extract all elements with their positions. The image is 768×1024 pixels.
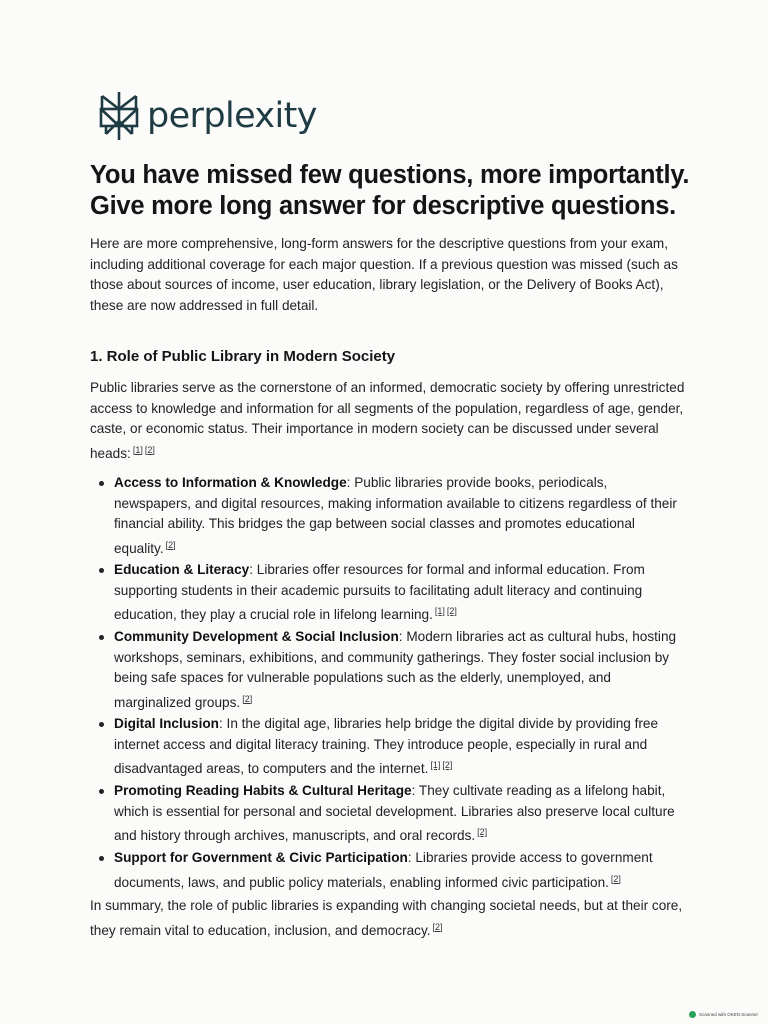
citation-link[interactable]: [2] bbox=[477, 827, 488, 838]
list-item bbox=[114, 781, 684, 847]
bullet-text: : Libraries offer resources for formal and informal education. From supporting students in their academic pursuits to facilitating adult literacy and continuing education, they play a crucial role in lifelong learning. bbox=[114, 562, 645, 623]
citation-link[interactable]: [2] bbox=[242, 693, 253, 704]
bullet-title: Promoting Reading Habits & Cultural Heritage bbox=[114, 783, 412, 798]
citation-link[interactable]: [2] bbox=[446, 606, 457, 617]
citation-link[interactable]: [2] bbox=[442, 760, 453, 771]
section-paragraph-text: Public libraries serve as the cornerstone of an informed, democratic society by offering unrestricted access to knowledge and information for all segments of the population, regardless of age, gender, caste, or economic status. Their importance in modern society can be discussed under several heads: bbox=[90, 380, 685, 461]
bullet-text: : Libraries provide access to government documents, laws, and public policy materials, enabling informed civic participation. bbox=[114, 850, 653, 890]
page-title: You have missed few questions, more importantly. Give more long answer for descriptive questions. bbox=[90, 161, 690, 220]
bullet-title: Digital Inclusion bbox=[114, 716, 219, 731]
perplexity-logo-icon bbox=[97, 90, 141, 142]
bullet-text: : Modern libraries act as cultural hubs, hosting workshops, seminars, exhibitions, and community gatherings. They foster social inclusion by being safe spaces for vulnerable populations such as the elderly, unemployed, and marginalized groups. bbox=[114, 629, 677, 710]
scanner-watermark bbox=[689, 1011, 758, 1018]
bullet-title: Access to Information & Knowledge bbox=[114, 475, 347, 490]
bullet-text: : Public libraries provide books, periodicals, newspapers, and digital resources, making information available to citizens regardless of their financial ability. This bridges the gap between social classes and promotes educational equality. bbox=[114, 475, 677, 556]
bullet-text: : They cultivate reading as a lifelong habit, which is essential for personal and societal development. Libraries also preserve local culture and history through archives, manuscripts, and oral records. bbox=[114, 783, 675, 844]
brand-wordmark: perplexity bbox=[147, 96, 317, 136]
summary-text: In summary, the role of public libraries is expanding with changing societal needs, but at their core, they remain vital to education, inclusion, and democracy. bbox=[90, 898, 683, 938]
citation-link[interactable]: [2] bbox=[610, 873, 621, 884]
citation-link[interactable]: [1] bbox=[434, 606, 445, 617]
citation-link[interactable]: [1] bbox=[430, 760, 441, 771]
bullet-title: Support for Government & Civic Participation bbox=[114, 850, 408, 865]
scanner-logo-icon bbox=[689, 1011, 696, 1018]
citation-link[interactable]: [1] bbox=[132, 444, 143, 455]
list-item bbox=[114, 627, 684, 713]
summary-paragraph bbox=[90, 896, 690, 941]
list-item bbox=[114, 714, 684, 780]
citation-link[interactable]: [2] bbox=[144, 444, 155, 455]
citation-link[interactable]: [2] bbox=[165, 539, 176, 550]
section-heading: 1. Role of Public Library in Modern Society bbox=[90, 348, 396, 365]
brand-logo bbox=[97, 90, 317, 142]
scanner-text: Scanned with OKEN Scanner bbox=[698, 1012, 758, 1017]
section-paragraph bbox=[90, 378, 690, 464]
bullet-text: : In the digital age, libraries help bridge the digital divide by providing free internet access and digital literacy training. They introduce people, especially in rural and disadvantaged areas, to computers and the internet. bbox=[114, 716, 659, 777]
list-item bbox=[114, 560, 684, 626]
bullet-title: Community Development & Social Inclusion bbox=[114, 629, 399, 644]
intro-paragraph: Here are more comprehensive, long-form answers for the descriptive questions from your exam, including additional coverage for each major question. If a previous question was missed (such as those about sources of income, user education, library legislation, or the Delivery of Books Act), these are now addressed in full detail. bbox=[90, 236, 678, 313]
bullet-title: Education & Literacy bbox=[114, 562, 250, 577]
citation-link[interactable]: [2] bbox=[432, 921, 443, 932]
list-item bbox=[114, 473, 684, 559]
list-item bbox=[114, 848, 684, 893]
